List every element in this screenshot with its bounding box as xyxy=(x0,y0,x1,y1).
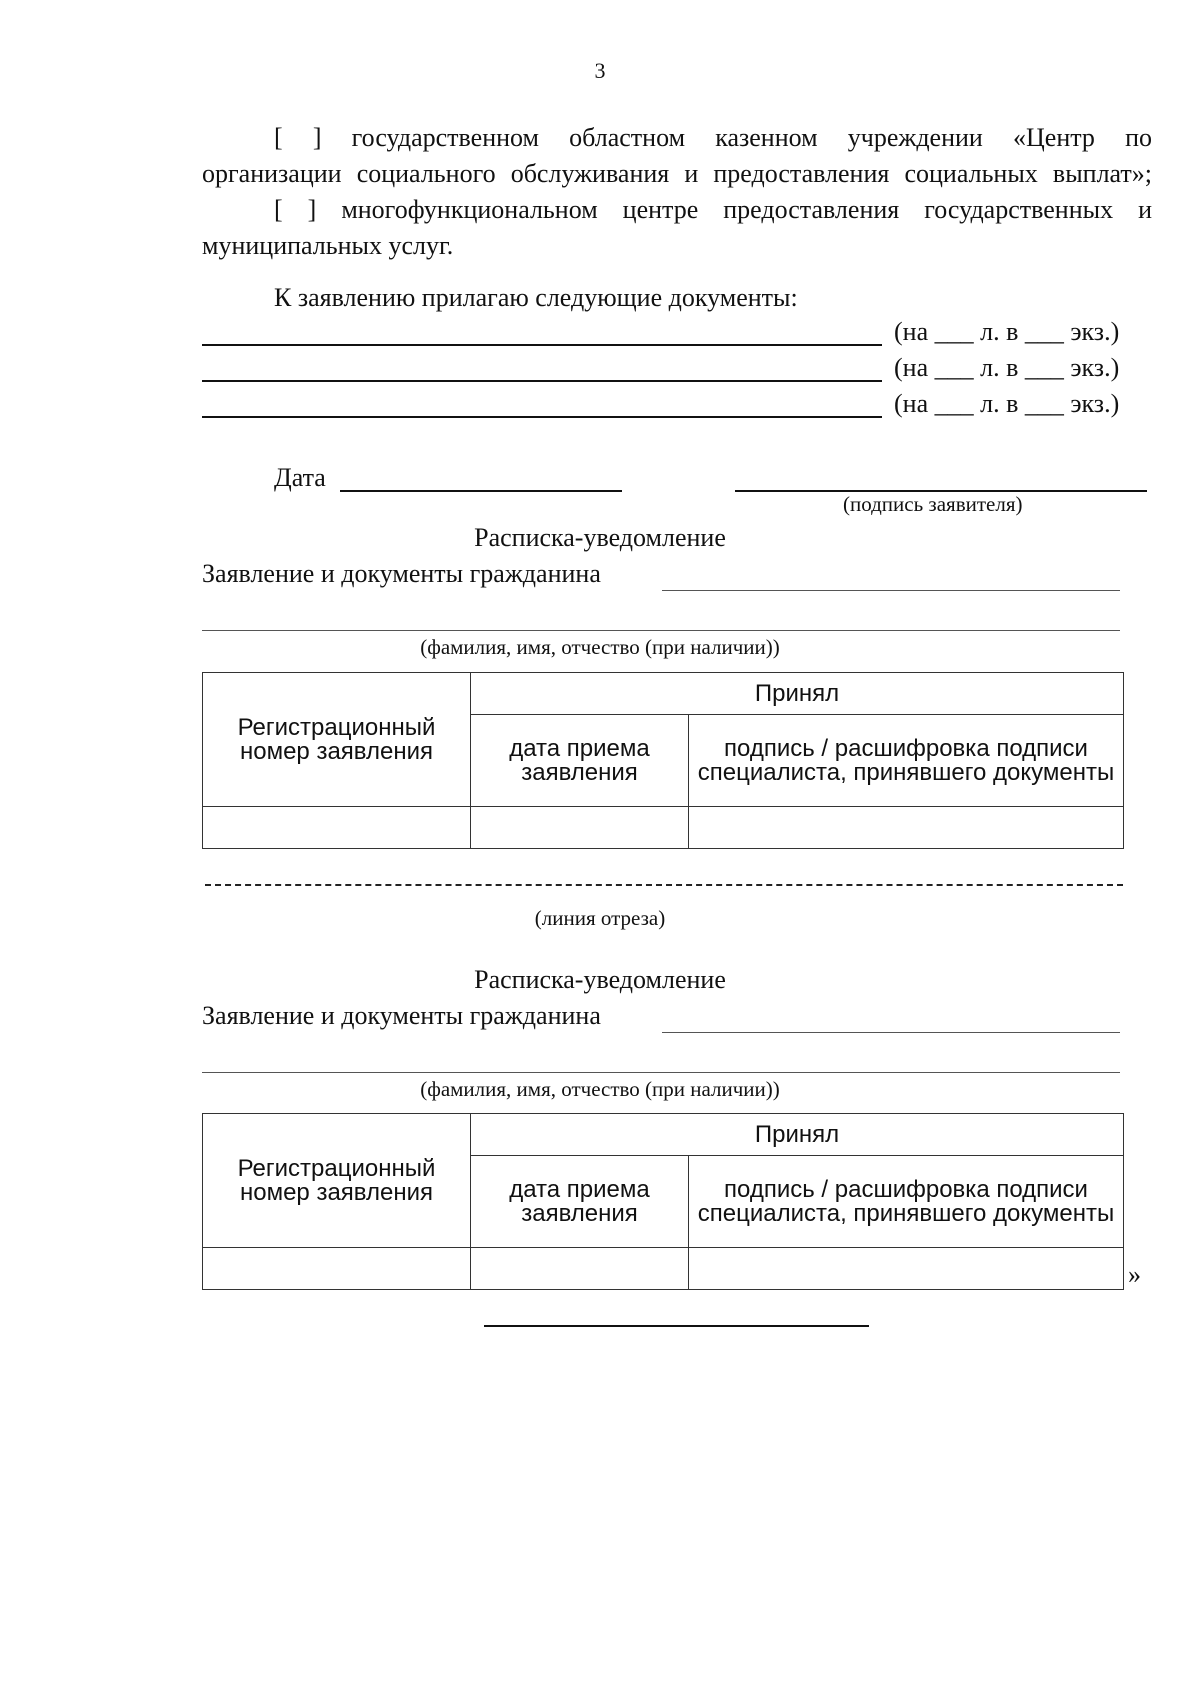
receipt-title: Расписка-уведомление xyxy=(474,523,726,552)
closing-quote: » xyxy=(1128,1260,1141,1289)
date-blank[interactable] xyxy=(340,462,622,492)
applicant-signature-caption: (подпись заявителя) xyxy=(843,492,1023,516)
cut-line xyxy=(205,884,1123,886)
receipt-title: Расписка-уведомление xyxy=(474,965,726,994)
attachment-count-text: (на ___ л. в ___ экз.) xyxy=(894,353,1120,382)
date-received-header: дата приема заявления xyxy=(471,1156,689,1248)
attachment-row[interactable] xyxy=(202,350,1137,386)
attachment-row[interactable] xyxy=(202,386,1137,422)
specialist-signature-header: подпись / расшифровка подписи специалиста, принявшего документы xyxy=(689,715,1124,807)
option-mfc: [ ] многофункциональном центре предоставления государственных и xyxy=(274,195,1152,224)
reg-number-header: Регистрационный номер заявления xyxy=(203,673,471,807)
citizen-name-blank-continued[interactable] xyxy=(202,612,1120,631)
reg-number-cell[interactable] xyxy=(203,1248,471,1290)
attachment-row[interactable] xyxy=(202,314,1137,350)
citizen-label: Заявление и документы гражданина xyxy=(202,559,601,588)
date-label: Дата xyxy=(274,463,326,492)
specialist-signature-header: подпись / расшифровка подписи специалиста, принявшего документы xyxy=(689,1156,1124,1248)
page-number: 3 xyxy=(594,58,606,83)
citizen-name-blank[interactable] xyxy=(662,1016,1120,1033)
citizen-name-blank-continued[interactable] xyxy=(202,1054,1120,1073)
accepted-header: Принял xyxy=(471,1114,1124,1156)
citizen-name-blank[interactable] xyxy=(662,574,1120,591)
end-of-document-line xyxy=(484,1325,869,1327)
citizen-name-caption: (фамилия, имя, отчество (при наличии)) xyxy=(420,635,780,659)
specialist-signature-cell[interactable] xyxy=(689,1248,1124,1290)
receipt-table xyxy=(202,672,1124,849)
accepted-header: Принял xyxy=(471,673,1124,715)
date-received-cell[interactable] xyxy=(471,807,689,849)
citizen-name-caption: (фамилия, имя, отчество (при наличии)) xyxy=(420,1077,780,1101)
reg-number-cell[interactable] xyxy=(203,807,471,849)
date-received-cell[interactable] xyxy=(471,1248,689,1290)
attachment-name-blank[interactable] xyxy=(202,314,882,346)
receipt-table xyxy=(202,1113,1124,1290)
attachments-intro: К заявлению прилагаю следующие документы: xyxy=(274,283,798,312)
attachment-name-blank[interactable] xyxy=(202,386,882,418)
attachment-count-text: (на ___ л. в ___ экз.) xyxy=(894,389,1120,418)
attachment-name-blank[interactable] xyxy=(202,350,882,382)
citizen-label: Заявление и документы гражданина xyxy=(202,1001,601,1030)
option-regional-center: [ ] государственном областном казенном учреждении «Центр по xyxy=(274,123,1152,152)
option-mfc-continued: муниципальных услуг. xyxy=(202,231,454,260)
attachment-count-text: (на ___ л. в ___ экз.) xyxy=(894,317,1120,346)
cut-line-caption: (линия отреза) xyxy=(534,906,666,930)
option-regional-center-continued: организации социального обслуживания и предоставления социальных выплат»; xyxy=(202,159,1152,188)
applicant-signature-blank[interactable] xyxy=(735,462,1147,492)
date-received-header: дата приема заявления xyxy=(471,715,689,807)
specialist-signature-cell[interactable] xyxy=(689,807,1124,849)
reg-number-header: Регистрационный номер заявления xyxy=(203,1114,471,1248)
